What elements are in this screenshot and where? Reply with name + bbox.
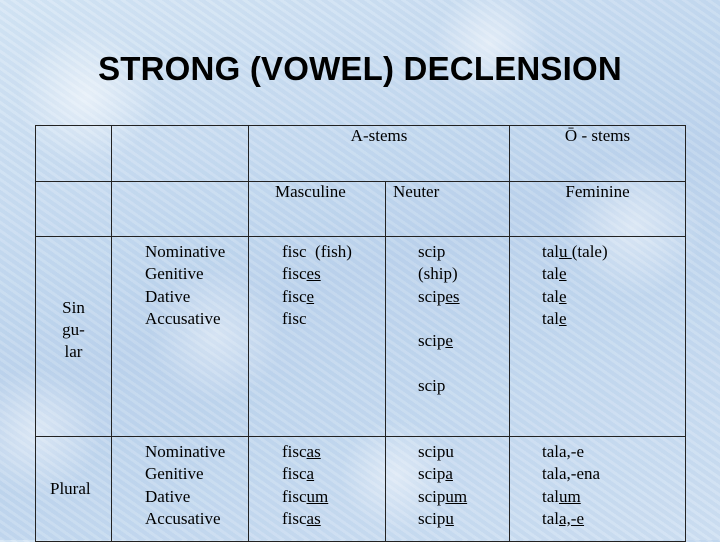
singular-label <box>36 237 112 437</box>
word-stem: (ship) <box>418 264 458 284</box>
singular-feminine <box>510 237 686 437</box>
plural-cases <box>112 437 249 542</box>
case-name: Accusative <box>145 508 221 528</box>
word-stem: fisc <box>282 464 307 484</box>
word-form <box>418 241 509 263</box>
word-ending: um <box>306 486 329 506</box>
word-stem: scip <box>418 242 446 261</box>
word-stem: tal <box>542 308 560 328</box>
case-name: Dative <box>145 486 191 506</box>
word-form <box>418 463 509 485</box>
empty-cell <box>36 126 112 182</box>
word-stem: tala,-e <box>542 442 585 461</box>
word-stem: tala,-ena <box>542 464 601 484</box>
word-form <box>542 286 685 308</box>
word-ending: a <box>306 464 315 484</box>
word-ending: e <box>559 308 567 328</box>
word-ending: a <box>445 464 453 484</box>
plural-neuter <box>386 437 510 542</box>
header-row-genders <box>36 182 686 237</box>
word-stem: scip <box>418 375 446 395</box>
word-form <box>282 441 385 463</box>
word-ending: es <box>445 286 460 306</box>
word-ending: e <box>559 286 567 306</box>
singular-label-line: lar <box>64 342 83 361</box>
word-form <box>418 330 509 352</box>
word-form <box>418 263 509 285</box>
word-form <box>282 508 385 530</box>
word-form <box>542 263 685 285</box>
word-stem: scip <box>418 508 446 528</box>
word-form <box>542 486 685 508</box>
plural-masculine <box>249 437 386 542</box>
case-name: Accusative <box>145 308 221 328</box>
word-stem: tal <box>542 242 560 261</box>
word-stem: scip <box>418 286 446 306</box>
word-form <box>282 486 385 508</box>
word-form <box>282 241 385 263</box>
singular-masculine <box>249 237 386 437</box>
empty-cell <box>112 126 249 182</box>
header-row-stems <box>36 126 686 182</box>
word-stem: fisc <box>282 286 307 306</box>
word-form <box>282 286 385 308</box>
case-name: Genitive <box>145 264 204 284</box>
word-ending: es <box>306 264 321 284</box>
word-form <box>282 308 385 330</box>
word-form <box>282 463 385 485</box>
word-form <box>542 308 685 330</box>
word-stem: tal <box>542 264 560 284</box>
singular-label-line: gu- <box>62 320 85 339</box>
singular-row <box>36 237 686 437</box>
word-form <box>418 375 509 397</box>
word-stem: fisc (fish) <box>282 242 352 261</box>
word-stem: fisc <box>282 264 307 284</box>
word-form <box>542 508 685 530</box>
slide-title: STRONG (VOWEL) DECLENSION <box>98 50 622 87</box>
singular-label-line: Sin <box>62 298 85 317</box>
word-ending: a,-e <box>559 508 585 528</box>
declension-table <box>35 125 686 542</box>
word-ending: e <box>559 264 567 284</box>
word-stem: fisc <box>282 442 307 461</box>
word-stem: tal <box>542 286 560 306</box>
plural-row <box>36 437 686 542</box>
word-ending: e <box>306 286 315 306</box>
neuter-header: Neuter <box>386 182 510 237</box>
feminine-header: Feminine <box>510 182 686 237</box>
masculine-header: Masculine <box>249 182 386 237</box>
word-stem: scip <box>418 331 446 351</box>
word-stem: fisc <box>282 508 307 528</box>
word-stem: scipu <box>418 442 454 461</box>
word-form <box>418 486 509 508</box>
singular-cases <box>112 237 249 437</box>
empty-cell <box>112 182 249 237</box>
word-form <box>418 352 509 374</box>
plural-label-text: Plural <box>50 479 91 498</box>
a-stems-header: A-stems <box>249 126 510 182</box>
case-name: Nominative <box>145 442 226 461</box>
word-ending: as <box>306 508 321 528</box>
word-ending: u <box>445 508 454 528</box>
plural-feminine <box>510 437 686 542</box>
word-ending: e <box>445 331 453 351</box>
word-stem: tal <box>542 508 560 528</box>
word-ending: as <box>306 442 321 461</box>
plural-label <box>36 437 112 542</box>
word-stem: scip <box>418 486 446 506</box>
word-form <box>418 508 509 530</box>
word-form <box>542 463 685 485</box>
word-form <box>418 286 509 308</box>
o-stems-header: Ō - stems <box>510 126 686 182</box>
word-stem: tal <box>542 486 560 506</box>
word-form <box>418 441 509 463</box>
case-name: Genitive <box>145 464 204 484</box>
word-ending: um <box>559 486 581 506</box>
word-stem: fisc <box>282 308 307 328</box>
word-form <box>418 308 509 330</box>
word-ending: u <box>559 242 572 261</box>
word-stem: scip <box>418 464 446 484</box>
word-stem: fisc <box>282 486 307 506</box>
word-form <box>282 263 385 285</box>
word-form <box>542 441 685 463</box>
case-name: Dative <box>145 286 191 306</box>
word-ending: um <box>445 486 468 506</box>
case-name: Nominative <box>145 242 226 261</box>
singular-neuter <box>386 237 510 437</box>
empty-cell <box>36 182 112 237</box>
word-gloss: (tale) <box>571 242 608 261</box>
word-form <box>542 241 685 263</box>
